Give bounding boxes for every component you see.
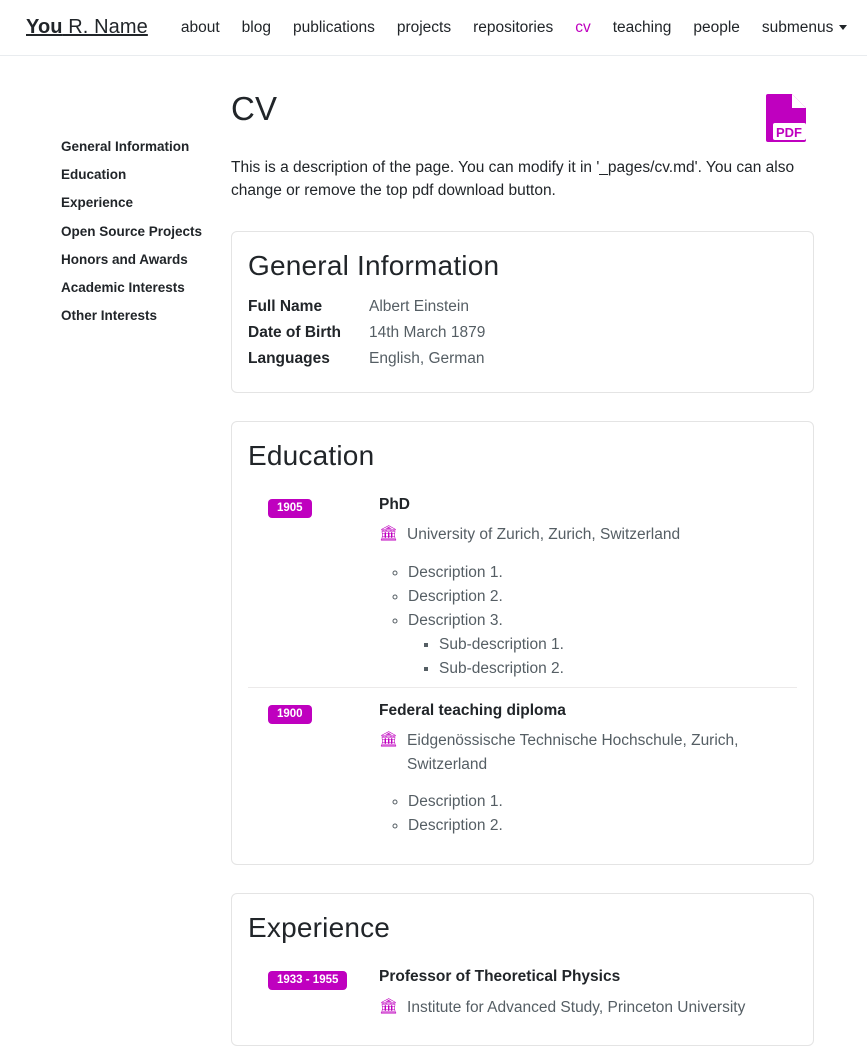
university-icon: 🏛 bbox=[379, 525, 399, 543]
entry-body bbox=[379, 496, 797, 681]
list-item: ◦ Description 1. bbox=[408, 790, 787, 814]
info-key: Languages bbox=[248, 349, 330, 367]
university-icon: 🏛 bbox=[379, 731, 399, 749]
list-item: ▪ Sub-description 1. bbox=[439, 633, 787, 657]
entry-title: Professor of Theoretical Physics bbox=[379, 967, 621, 985]
sidebar-item-education[interactable]: Education bbox=[61, 167, 127, 183]
nav-link-about[interactable]: about bbox=[180, 18, 220, 36]
nav-dropdown-submenus[interactable]: submenus bbox=[751, 13, 859, 43]
pdf-download-button[interactable] bbox=[764, 92, 810, 145]
education-entry bbox=[248, 482, 797, 687]
nav-link-cv[interactable]: cv bbox=[575, 18, 591, 36]
nav-links bbox=[170, 13, 859, 43]
main-content bbox=[231, 90, 841, 1046]
info-value: 14th March 1879 bbox=[369, 323, 486, 341]
info-key: Date of Birth bbox=[248, 323, 341, 341]
experience-entry bbox=[248, 954, 797, 1025]
experience-title: Experience bbox=[248, 911, 391, 943]
toc-sidebar bbox=[26, 90, 231, 1046]
sidebar-item-general-information[interactable]: General Information bbox=[61, 139, 190, 154]
sidebar-item-academic-interests[interactable]: Academic Interests bbox=[61, 279, 185, 295]
info-value: English, German bbox=[369, 349, 485, 367]
page-header bbox=[231, 90, 814, 145]
page-title: CV bbox=[231, 90, 278, 127]
pdf-file-icon bbox=[764, 125, 810, 145]
list-item bbox=[408, 609, 787, 681]
page-description: This is a description of the page. You can modify it in '_pages/cv.md'. You can also change or remove the top pdf download button. bbox=[231, 159, 795, 199]
nav-link-teaching[interactable]: teaching bbox=[612, 18, 672, 36]
nav-link-people[interactable]: people bbox=[693, 18, 740, 36]
education-card bbox=[231, 421, 814, 865]
svg-text:PDF: PDF bbox=[776, 125, 802, 140]
date-badge: 1905 bbox=[268, 499, 312, 519]
brand-strong: You bbox=[26, 16, 63, 38]
table-row bbox=[248, 346, 485, 372]
experience-card bbox=[231, 893, 814, 1046]
list-item-label: Description 3. bbox=[408, 611, 503, 629]
entry-date bbox=[248, 968, 379, 1019]
sidebar-item-other-interests[interactable]: Other Interests bbox=[61, 308, 158, 324]
nav-link-blog[interactable]: blog bbox=[241, 18, 271, 36]
entry-institution-label: Eidgenössische Technische Hochschule, Zurich, Switzerland bbox=[407, 732, 739, 773]
description-list bbox=[379, 561, 787, 681]
site-brand[interactable] bbox=[26, 16, 148, 39]
brand-rest: R. Name bbox=[62, 16, 148, 38]
sub-description-list bbox=[408, 633, 787, 681]
entry-body bbox=[379, 702, 797, 838]
entry-institution bbox=[379, 523, 787, 546]
list-item: ◦ Description 2. bbox=[408, 585, 787, 609]
university-icon: 🏛 bbox=[379, 997, 399, 1015]
navbar bbox=[0, 0, 867, 56]
sidebar-item-experience[interactable]: Experience bbox=[61, 195, 134, 211]
table-row bbox=[248, 294, 485, 320]
nav-link-publications[interactable]: publications bbox=[292, 18, 375, 36]
general-information-card bbox=[231, 231, 814, 393]
info-value: Albert Einstein bbox=[369, 297, 469, 315]
nav-link-projects[interactable]: projects bbox=[396, 18, 452, 36]
date-badge: 1900 bbox=[268, 705, 312, 725]
date-badge: 1933 - 1955 bbox=[268, 971, 347, 991]
entry-title: Federal teaching diploma bbox=[379, 701, 566, 719]
page-body bbox=[0, 56, 867, 1046]
info-key: Full Name bbox=[248, 297, 323, 315]
list-item: ▪ Sub-description 2. bbox=[439, 657, 787, 681]
entry-institution bbox=[379, 729, 787, 776]
sidebar-item-open-source-projects[interactable]: Open Source Projects bbox=[61, 223, 203, 239]
list-item: ◦ Description 1. bbox=[408, 561, 787, 585]
nav-link-repositories[interactable]: repositories bbox=[473, 18, 554, 36]
description-list bbox=[379, 790, 787, 838]
entry-title: PhD bbox=[379, 495, 410, 513]
general-information-title: General Information bbox=[248, 249, 500, 281]
education-entry bbox=[248, 687, 797, 844]
list-item: ◦ Description 2. bbox=[408, 814, 787, 838]
table-row bbox=[248, 320, 485, 346]
entry-body bbox=[379, 968, 797, 1019]
entry-date bbox=[248, 496, 379, 681]
entry-institution bbox=[379, 996, 787, 1019]
entry-institution-label: Institute for Advanced Study, Princeton University bbox=[407, 998, 746, 1016]
theme-toggle-button[interactable] bbox=[858, 13, 867, 43]
entry-institution-label: University of Zurich, Zurich, Switzerland bbox=[407, 526, 681, 544]
sidebar-item-honors-and-awards[interactable]: Honors and Awards bbox=[61, 251, 188, 267]
entry-date bbox=[248, 702, 379, 838]
general-information-table bbox=[248, 294, 485, 372]
education-title: Education bbox=[248, 439, 375, 471]
